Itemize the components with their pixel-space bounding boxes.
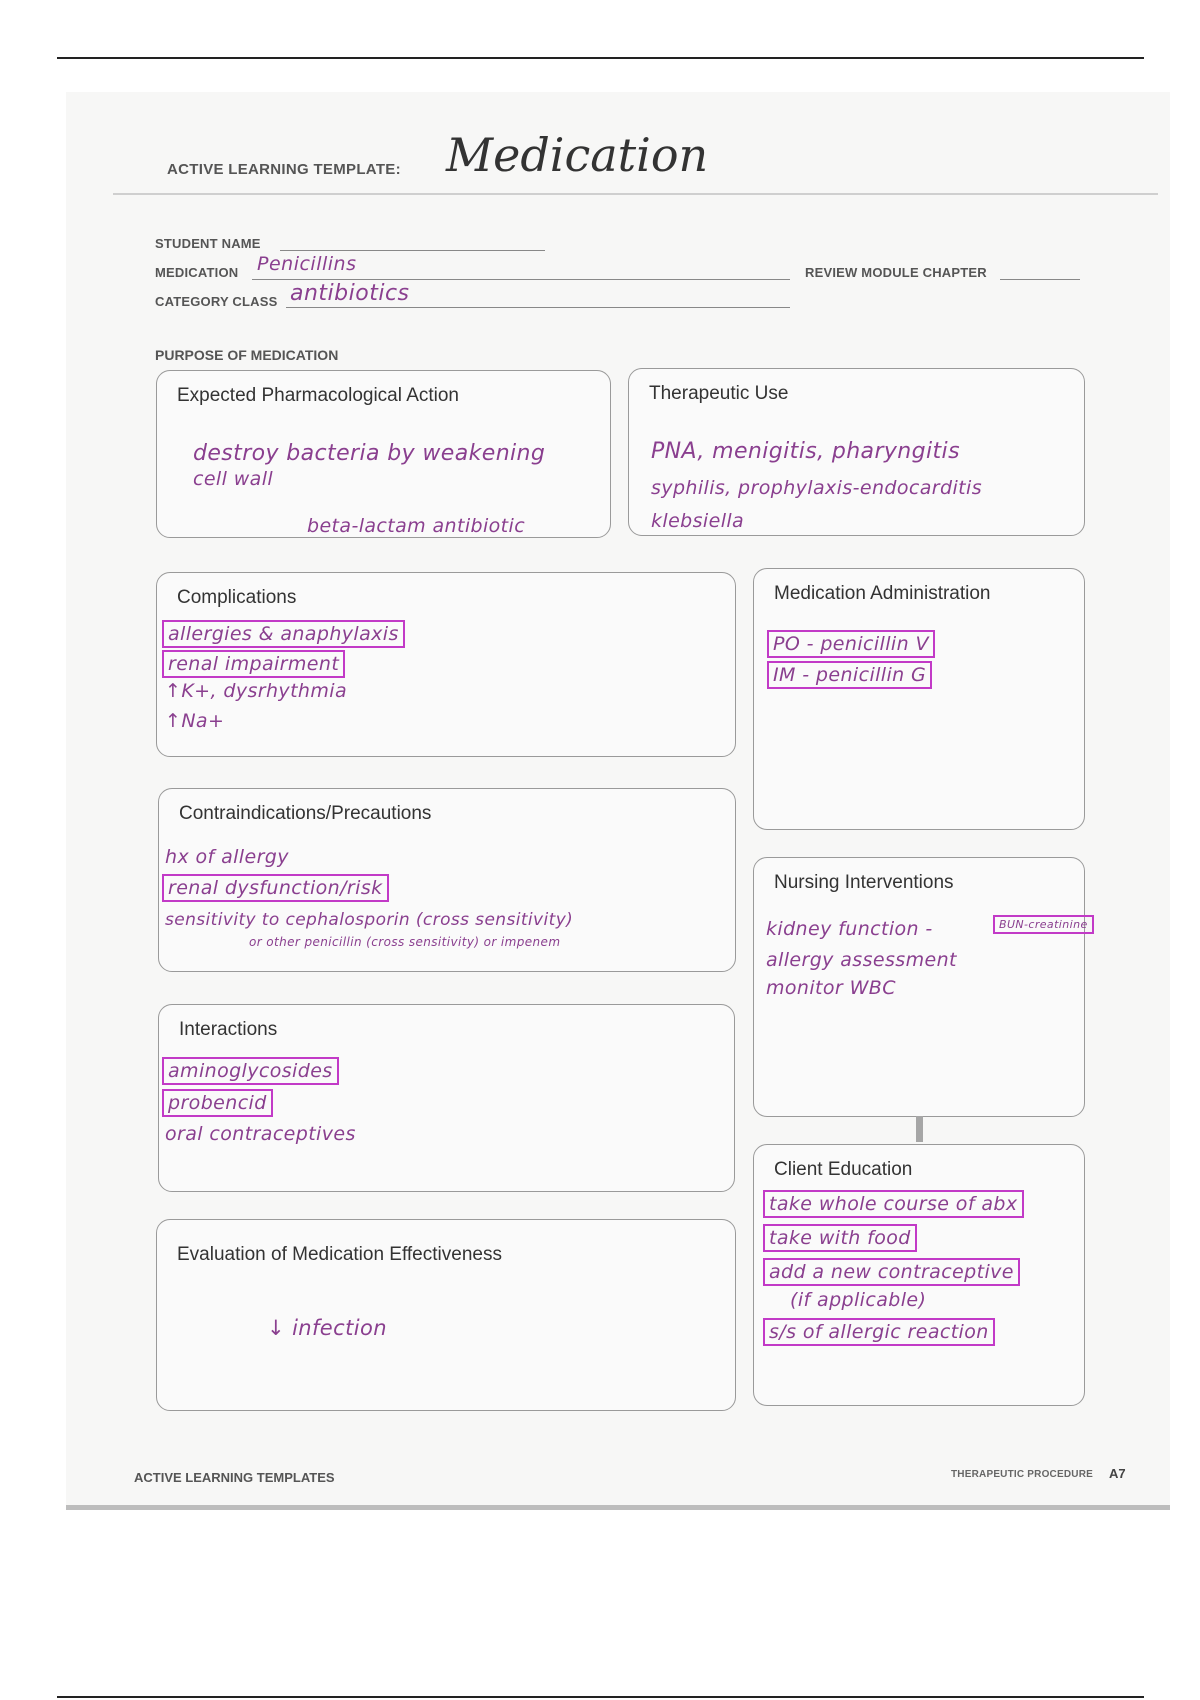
nursing-box xyxy=(753,857,1088,1117)
client-education-line: add a new contraceptive xyxy=(766,1261,1017,1283)
student-name-label: STUDENT NAME xyxy=(155,236,261,251)
category-class-label: CATEGORY CLASS xyxy=(155,294,278,309)
interactions-box xyxy=(158,1004,735,1192)
contraindications-line: or other penicillin (cross sensitivity) or impenem xyxy=(249,935,561,949)
page-number: A7 xyxy=(1109,1466,1126,1481)
student-name-line xyxy=(280,250,545,251)
complications-line: renal impairment xyxy=(165,653,342,675)
therapeutic-use-title: Therapeutic Use xyxy=(649,383,789,404)
interactions-line: probencid xyxy=(165,1092,270,1114)
evaluation-line: ↓ infection xyxy=(267,1316,387,1340)
client-education-line: take with food xyxy=(766,1227,914,1249)
interactions-line: oral contraceptives xyxy=(165,1123,356,1145)
template-label: ACTIVE LEARNING TEMPLATE: xyxy=(167,161,401,178)
contraindications-line: hx of allergy xyxy=(165,846,289,868)
category-class-value: antibiotics xyxy=(290,281,410,306)
contraindications-title: Contraindications/Precautions xyxy=(179,803,432,824)
contraindications-line: sensitivity to cephalosporin (cross sensitivity) xyxy=(165,910,574,930)
expected-action-line: cell wall xyxy=(193,468,274,490)
medication-value: Penicillins xyxy=(257,253,357,275)
interactions-title: Interactions xyxy=(179,1019,278,1040)
nursing-title: Nursing Interventions xyxy=(774,872,954,893)
purpose-section-label: PURPOSE OF MEDICATION xyxy=(155,347,339,363)
page-bottom-rule xyxy=(57,1696,1144,1698)
category-class-line xyxy=(286,307,790,308)
interactions-line: aminoglycosides xyxy=(165,1060,336,1082)
client-education-line: s/s of allergic reaction xyxy=(766,1321,992,1343)
medication-label: MEDICATION xyxy=(155,265,239,280)
review-module-line xyxy=(1000,279,1080,280)
expected-action-line: destroy bacteria by weakening xyxy=(193,441,546,466)
complications-box xyxy=(156,572,736,757)
evaluation-box xyxy=(156,1219,736,1411)
client-education-line: take whole course of abx xyxy=(766,1193,1021,1215)
med-admin-title: Medication Administration xyxy=(774,583,991,604)
client-education-title: Client Education xyxy=(774,1159,913,1180)
expected-action-title: Expected Pharmacological Action xyxy=(177,385,459,406)
med-admin-box xyxy=(753,568,1085,830)
complications-line: ↑K+, dysrhythmia xyxy=(165,680,348,702)
contraindications-line: renal dysfunction/risk xyxy=(165,877,386,899)
nursing-line: monitor WBC xyxy=(766,977,896,999)
client-education-box xyxy=(753,1144,1085,1406)
therapeutic-use-line: PNA, menigitis, pharyngitis xyxy=(651,439,960,464)
complications-title: Complications xyxy=(177,587,297,608)
complications-line: allergies & anaphylaxis xyxy=(165,623,402,645)
therapeutic-use-line: klebsiella xyxy=(651,510,745,532)
page-top-rule xyxy=(57,57,1144,59)
expected-action-box xyxy=(156,370,611,538)
medication-line xyxy=(252,279,790,280)
title-divider xyxy=(113,193,1158,195)
template-title: Medication xyxy=(446,128,709,182)
med-admin-line: IM - penicillin G xyxy=(770,664,929,686)
footer-left-label: ACTIVE LEARNING TEMPLATES xyxy=(134,1470,335,1485)
review-module-label: REVIEW MODULE CHAPTER xyxy=(805,265,987,280)
therapeutic-use-line: syphilis, prophylaxis-endocarditis xyxy=(651,477,982,499)
sheet-bottom-edge xyxy=(66,1505,1170,1510)
client-education-line: (if applicable) xyxy=(790,1289,927,1311)
nursing-line: BUN-creatinine xyxy=(996,918,1091,931)
nursing-line: kidney function - xyxy=(766,918,933,940)
expected-action-line: beta-lactam antibiotic xyxy=(307,515,526,537)
box-connector xyxy=(916,1116,923,1142)
contraindications-box xyxy=(158,788,736,972)
therapeutic-use-box xyxy=(628,368,1085,536)
complications-line: ↑Na+ xyxy=(165,710,225,732)
footer-right-label: THERAPEUTIC PROCEDURE xyxy=(951,1469,1093,1480)
nursing-line: allergy assessment xyxy=(766,949,957,971)
evaluation-title: Evaluation of Medication Effectiveness xyxy=(177,1244,502,1265)
med-admin-line: PO - penicillin V xyxy=(770,633,932,655)
